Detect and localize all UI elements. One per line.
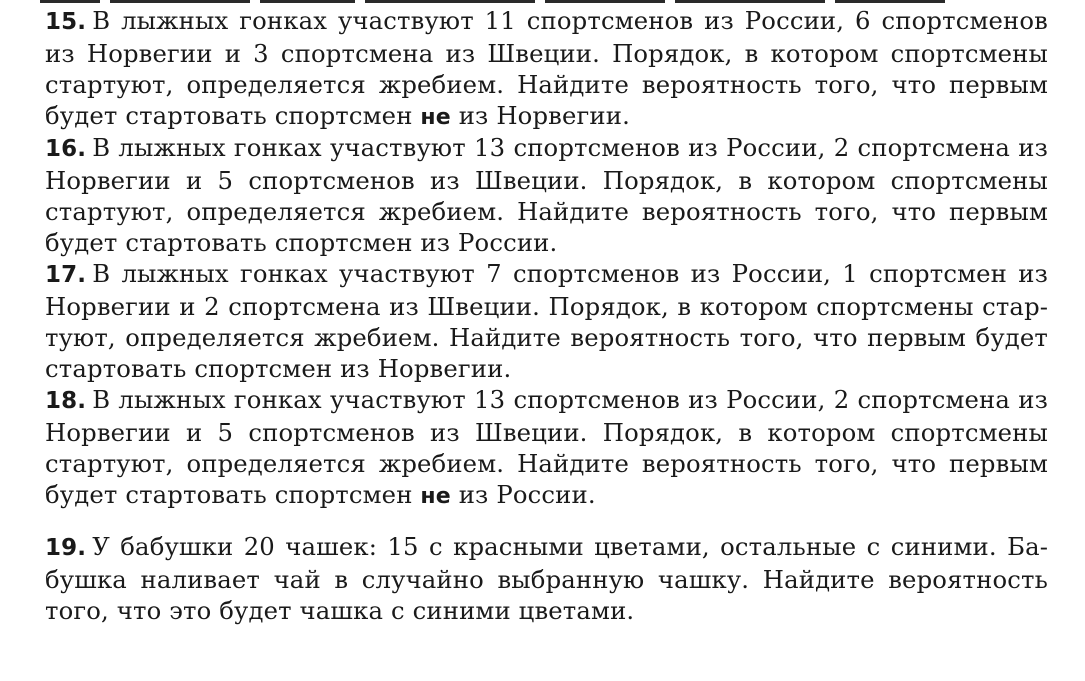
problem-15 [45,5,1048,133]
problem-text: В лыжных гонках участвуют 7 спортсменов из России, 1 спортсмен из Норвегии и 2 спортсмена из Швеции. Порядок, в котором спортсмены стартуют, определяется жребием. Найдите вероятность того, что первым будет стартовать спортсмен из Норвегии. [45,259,1048,383]
problem-17 [45,258,1048,384]
emphasis-word: не [420,105,451,130]
problem-number: 15. [45,9,87,35]
problem-number: 19. [45,535,87,561]
problem-number: 18. [45,388,87,414]
problem-number: 16. [45,136,87,162]
problem-text-end: из России. [450,480,596,509]
problem-text: В лыжных гонках участвуют 13 спортсменов из России, 2 спортсмена из Норвегии и 5 спортсменов из Швеции. Порядок, в котором спортсмены стартуют, определяется жребием. Найдите вероятность того, что первым будет стартовать спортсмен из России. [45,133,1048,257]
problem-18 [45,384,1048,512]
problem-text: У бабушки 20 чашек: 15 с красными цветами, остальные с синими. Бабушка наливает чай в случайно выбранную чашку. Найдите вероятность того, что это будет чашка с синими цветами. [45,532,1048,625]
problem-text: В лыжных гонках участвуют 11 спортсменов из России, 6 спортсменов из Норвегии и 3 спортсмена из Швеции. Порядок, в котором спортсмены стартуют, определяется жребием. Найдите вероятность того, что первым будет стартовать спортсмен [45,6,1048,130]
problem-text: В лыжных гонках участвуют 13 спортсменов из России, 2 спортсмена из Норвегии и 5 спортсменов из Швеции. Порядок, в котором спортсмены стартуют, определяется жребием. Найдите вероятность того, что первым будет стартовать спортсмен [45,385,1048,509]
problem-number: 17. [45,262,87,288]
problem-19 [45,531,1048,626]
problem-16 [45,132,1048,258]
emphasis-word: не [420,484,451,509]
problem-text-end: из Норвегии. [450,101,630,130]
